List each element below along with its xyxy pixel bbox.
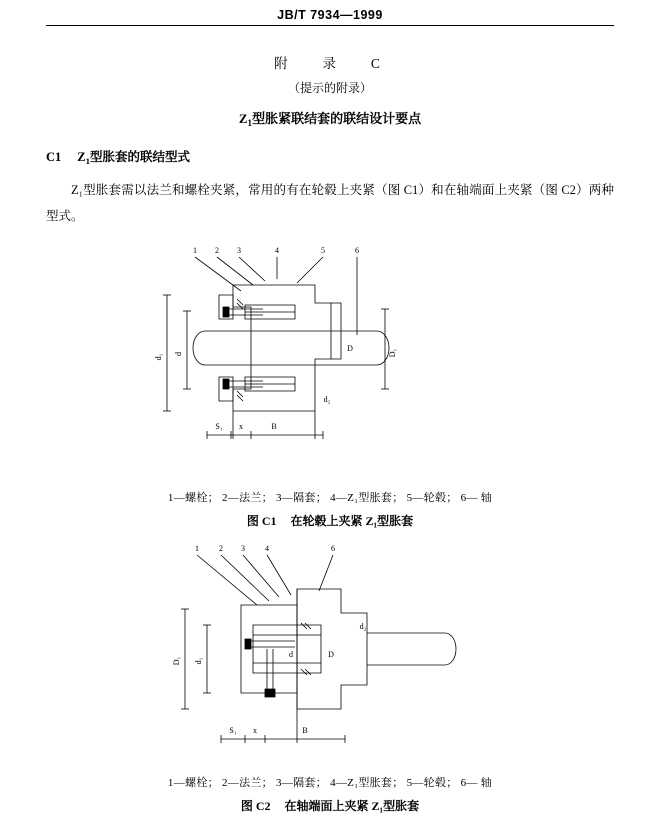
- dim-D1: D₁: [388, 348, 397, 358]
- dim-x: x: [253, 726, 257, 735]
- callout-2: 2: [219, 544, 223, 553]
- callout-2: 2: [215, 246, 219, 255]
- callout-3: 3: [241, 544, 245, 553]
- section-paragraph: Z₁型胀套需以法兰和螺栓夹紧，常用的有在轮毂上夹紧（图 C1）和在轴端面上夹紧（图 C2）两种型式。: [46, 183, 614, 223]
- figure-c2-svg: [145, 539, 515, 764]
- dim-B: B: [302, 726, 308, 735]
- callout-3: 3: [237, 246, 241, 255]
- dim-d2: d₂: [359, 622, 367, 631]
- figure-c1-legend: 1—螺栓； 2—法兰； 3—隔套； 4—Z₁型胀套； 5—轮毂； 6— 轴: [167, 492, 493, 504]
- figure-c1-caption-text: 在轮毂上夹紧 Z₁型胀套: [290, 514, 414, 528]
- section-title-post: 型胀套的联结型式: [90, 150, 191, 164]
- section-title-pre: Z: [77, 150, 86, 164]
- dim-d2: d₂: [323, 395, 331, 404]
- dim-D: D: [347, 344, 353, 353]
- figure-c1: [46, 239, 614, 529]
- figure-c1-caption-label: 图 C1: [246, 514, 277, 528]
- figure-c2-caption-text: 在轴端面上夹紧 Z₁型胀套: [284, 799, 420, 813]
- annex-name: [46, 108, 614, 127]
- annex-name-post: 型胀紧联结套的联结设计要点: [252, 111, 422, 126]
- annex-subtitle: （提示的附录）: [287, 81, 372, 95]
- header-rule: [46, 25, 614, 26]
- dim-D: D: [328, 650, 334, 659]
- figure-c2-caption-label: 图 C2: [240, 799, 271, 813]
- figure-c1-drawing: [46, 239, 614, 479]
- dim-d1: d₁: [194, 657, 203, 665]
- figure-c2-drawing: [46, 539, 614, 764]
- dim-d: d: [289, 650, 293, 659]
- dim-D1: D₁: [172, 656, 181, 666]
- dim-S1: S₁: [215, 422, 223, 431]
- annex-title: 附 录 C: [274, 56, 386, 71]
- section-title-sub: 1: [85, 156, 90, 166]
- callout-6: 6: [355, 246, 359, 255]
- figure-c2-legend: 1—螺栓； 2—法兰； 3—隔套； 4—Z₁型胀套； 5—轮毂； 6— 轴: [167, 777, 493, 789]
- dim-d: d: [174, 352, 183, 356]
- annex-name-sub: 1: [247, 118, 253, 128]
- callout-4: 4: [265, 544, 269, 553]
- annex-name-pre: Z: [238, 111, 248, 126]
- figure-c1-svg: [145, 239, 515, 479]
- dim-d1: d₁: [154, 353, 163, 361]
- callout-6: 6: [331, 544, 335, 553]
- section-heading: [46, 147, 614, 165]
- section-number: C1: [46, 150, 62, 164]
- figure-c1-caption: [46, 512, 614, 529]
- standard-code: JB/T 7934—1999: [277, 8, 383, 22]
- callout-4: 4: [275, 246, 279, 255]
- figure-c2: [46, 539, 614, 814]
- callout-1: 1: [193, 246, 197, 255]
- dim-x: x: [239, 422, 243, 431]
- dim-S1: S₁: [229, 726, 237, 735]
- callout-5: 5: [321, 246, 325, 255]
- dim-B: B: [271, 422, 277, 431]
- callout-1: 1: [195, 544, 199, 553]
- page-header: [46, 0, 614, 30]
